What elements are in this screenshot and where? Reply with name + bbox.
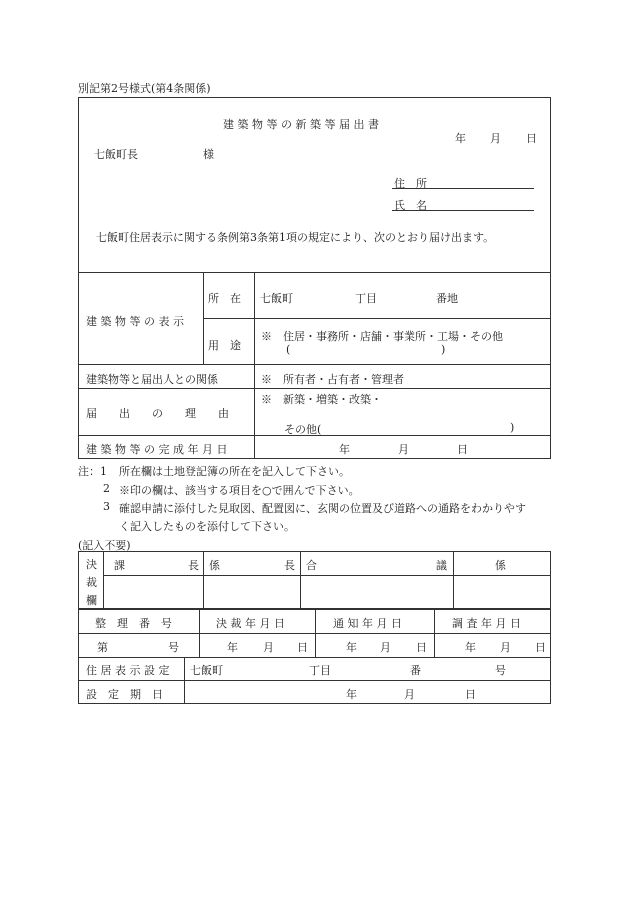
reason-other-close: )	[510, 421, 515, 434]
tsuchi-m: 月	[380, 641, 391, 654]
settei-label: 設 定 期 日	[86, 688, 163, 701]
gougi-a: 合	[306, 559, 317, 572]
note-3-num: 3	[103, 500, 110, 513]
use-options: ※ 住居・事務所・店舗・事業所・工場・その他	[261, 330, 503, 343]
kessai-d: 日	[297, 641, 308, 654]
kessai-y: 年	[227, 641, 238, 654]
relation-label: 建築物等と届出人との関係	[86, 373, 218, 386]
jukyo-chome: 丁目	[309, 664, 331, 677]
address-line	[392, 188, 534, 189]
location-label: 所 在	[208, 292, 241, 305]
statement: 七飯町住居表示に関する条例第3条第1項の規定により、次のとおり届け出ます。	[96, 231, 495, 244]
kacho-a: 課	[114, 559, 125, 572]
gougi-b: 議	[436, 559, 447, 572]
note-3-line1: 確認申請に添付した見取図、配置図に、玄関の位置及び道路への通路をわかりやす	[119, 502, 526, 515]
use-paren-close: )	[441, 343, 446, 356]
decision-char-3: 欄	[86, 594, 97, 607]
decision-char-2: 裁	[86, 576, 97, 589]
chosa-y: 年	[465, 641, 476, 654]
header-chosa: 調 査 年 月 日	[452, 617, 521, 630]
kacho-b: 長	[188, 559, 199, 572]
location-chome: 丁目	[355, 292, 377, 305]
use-label: 用 途	[208, 339, 241, 352]
notes-prefix: 注：1	[78, 465, 107, 478]
note-2-num: 2	[103, 482, 110, 495]
completion-day: 日	[457, 443, 468, 456]
header-kessai: 決 裁 年 月 日	[216, 617, 285, 630]
reason-label: 届 出 の 理 由	[86, 407, 229, 420]
decision-char-1: 決	[86, 558, 97, 571]
display-label: 建 築 物 等 の 表 示	[86, 315, 184, 328]
kakari: 係	[495, 559, 506, 572]
note-1: 所在欄は土地登記簿の所在を記入して下さい。	[119, 465, 350, 478]
settei-m: 月	[404, 688, 415, 701]
header-tsuchi: 通 知 年 月 日	[333, 617, 402, 630]
chosa-m: 月	[500, 641, 511, 654]
kakaricho-a: 係	[209, 559, 220, 572]
use-paren-open: (	[286, 343, 291, 356]
location-banchi: 番地	[436, 292, 458, 305]
header-seiri: 整 理 番 号	[95, 617, 172, 630]
name-line	[392, 210, 534, 211]
note-2: ※印の欄は、該当する項目を○で囲んで下さい。	[119, 484, 360, 497]
note-3-line2: く記入したものを添付して下さい。	[119, 520, 295, 533]
dai: 第	[97, 641, 108, 654]
honorific: 様	[203, 148, 214, 161]
date-year: 年	[455, 132, 466, 145]
settei-d: 日	[465, 688, 476, 701]
not-required-label: (記入不要)	[78, 539, 131, 552]
kakaricho-b: 長	[284, 559, 295, 572]
date-month: 月	[490, 132, 501, 145]
go: 号	[168, 641, 179, 654]
date-day: 日	[526, 132, 537, 145]
chosa-d: 日	[535, 641, 546, 654]
settei-y: 年	[346, 688, 357, 701]
location-town: 七飯町	[260, 292, 293, 305]
tsuchi-d: 日	[416, 641, 427, 654]
jukyo-label: 住 居 表 示 設 定	[86, 664, 170, 677]
jukyo-town: 七飯町	[190, 664, 223, 677]
jukyo-ban: 番	[410, 664, 421, 677]
name-label: 氏 名	[394, 199, 427, 212]
completion-month: 月	[398, 443, 409, 456]
reason-options: ※ 新築・増築・改築・	[261, 393, 382, 406]
addressee: 七飯町長	[94, 148, 138, 161]
form-header: 別記第2号様式(第4条関係)	[78, 82, 211, 95]
form-title: 建 築 物 等 の 新 築 等 届 出 書	[223, 118, 379, 131]
completion-year: 年	[339, 443, 350, 456]
completion-label: 建 築 物 等 の 完 成 年 月 日	[86, 443, 228, 456]
relation-options: ※ 所有者・占有者・管理者	[261, 373, 404, 386]
kessai-m: 月	[263, 641, 274, 654]
address-label: 住 所	[394, 177, 427, 190]
jukyo-go: 号	[495, 664, 506, 677]
tsuchi-y: 年	[346, 641, 357, 654]
reason-other: その他(	[284, 423, 322, 436]
